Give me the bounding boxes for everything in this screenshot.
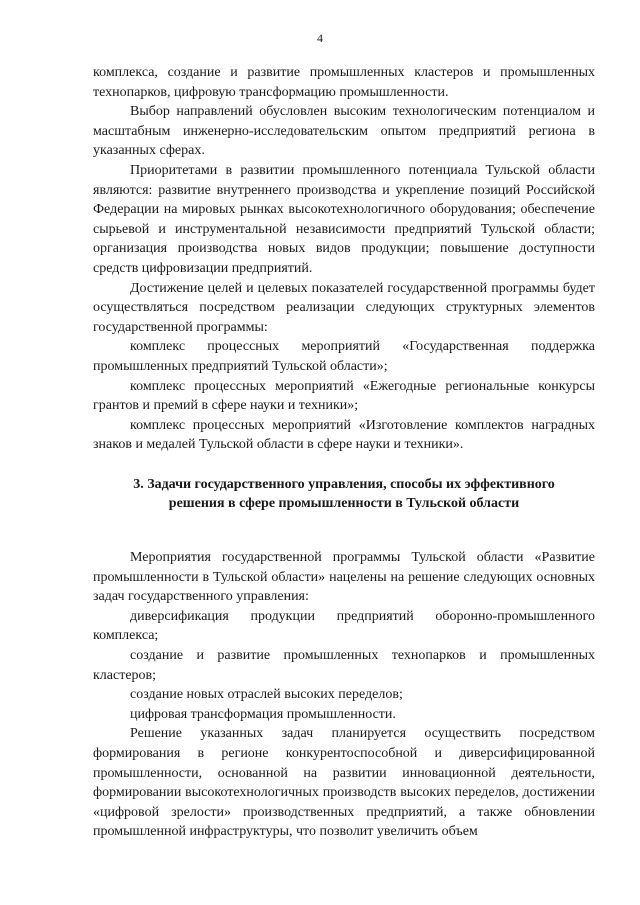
paragraphs-after-section — [93, 548, 595, 842]
paragraph-solution: Решение указанных задач планируется осуществить посредством формирования в регионе конкурентоспособной и диверсифицированной промышленности, основанной на развитии инновационной деятельности, формировании высокотехнологичных производств высоких переделов, достижении «цифровой зрелости» производственных предприятий, а также обновлении промышленной инфраструктуры, что позволит увеличить объем — [93, 726, 595, 840]
list-item-technoparks: создание и развитие промышленных технопарков и промышленных кластеров; — [93, 648, 595, 683]
paragraph-direction-choice: Выбор направлений обусловлен высоким технологическим потенциалом и масштабным инженерно-исследовательским опытом предприятий региона в указанных сферах. — [93, 104, 595, 159]
list-item-grants-complex: комплекс процессных мероприятий «Ежегодные региональные конкурсы грантов и премий в сфере науки и техники»; — [93, 378, 595, 414]
section-heading: 3. Задачи государственного управления, способы их эффективного решения в сфере промышленности в Тульской области — [133, 476, 555, 512]
paragraph-priorities: Приоритетами в развитии промышленного потенциала Тульской области являются: развитие внутреннего производства и укрепление позиций Российской Федерации на мировых рынках высокотехнологичного оборудования; обеспечение сырьевой и инструментальной независимости предприятий Тульской области; организация производства новых видов продукции; повышение доступности средств цифровизации предприятий. — [93, 162, 595, 276]
page-number: 4 — [317, 31, 323, 45]
paragraph-goals-achievement: Достижение целей и целевых показателей государственной программы будет осуществляться посредством реализации следующих структурных элементов государственной программы: — [93, 280, 595, 335]
list-item-new-industries: создание новых отраслей высоких переделов; — [130, 687, 403, 703]
paragraphs-before-section — [93, 63, 595, 455]
list-item-awards-complex: комплекс процессных мероприятий «Изготовление комплектов наградных знаков и медалей Тульской области в сфере науки и техники». — [93, 417, 595, 453]
list-item-support-complex: комплекс процессных мероприятий «Государственная поддержка промышленных предприятий Тульской области»; — [93, 339, 595, 374]
list-item-digital-transformation: цифровая трансформация промышленности. — [130, 706, 396, 722]
document-body — [93, 63, 595, 842]
paragraph-program-tasks: Мероприятия государственной программы Тульской области «Развитие промышленности в Тульской области» нацелены на решение следующих основных задач государственного управления: — [93, 550, 595, 605]
list-item-diversification: диверсификация продукции предприятий оборонно-промышленного комплекса; — [93, 608, 595, 644]
paragraph-continuation: комплекса, создание и развитие промышленных кластеров и промышленных технопарков, цифровую трансформацию промышленности. — [93, 65, 595, 100]
